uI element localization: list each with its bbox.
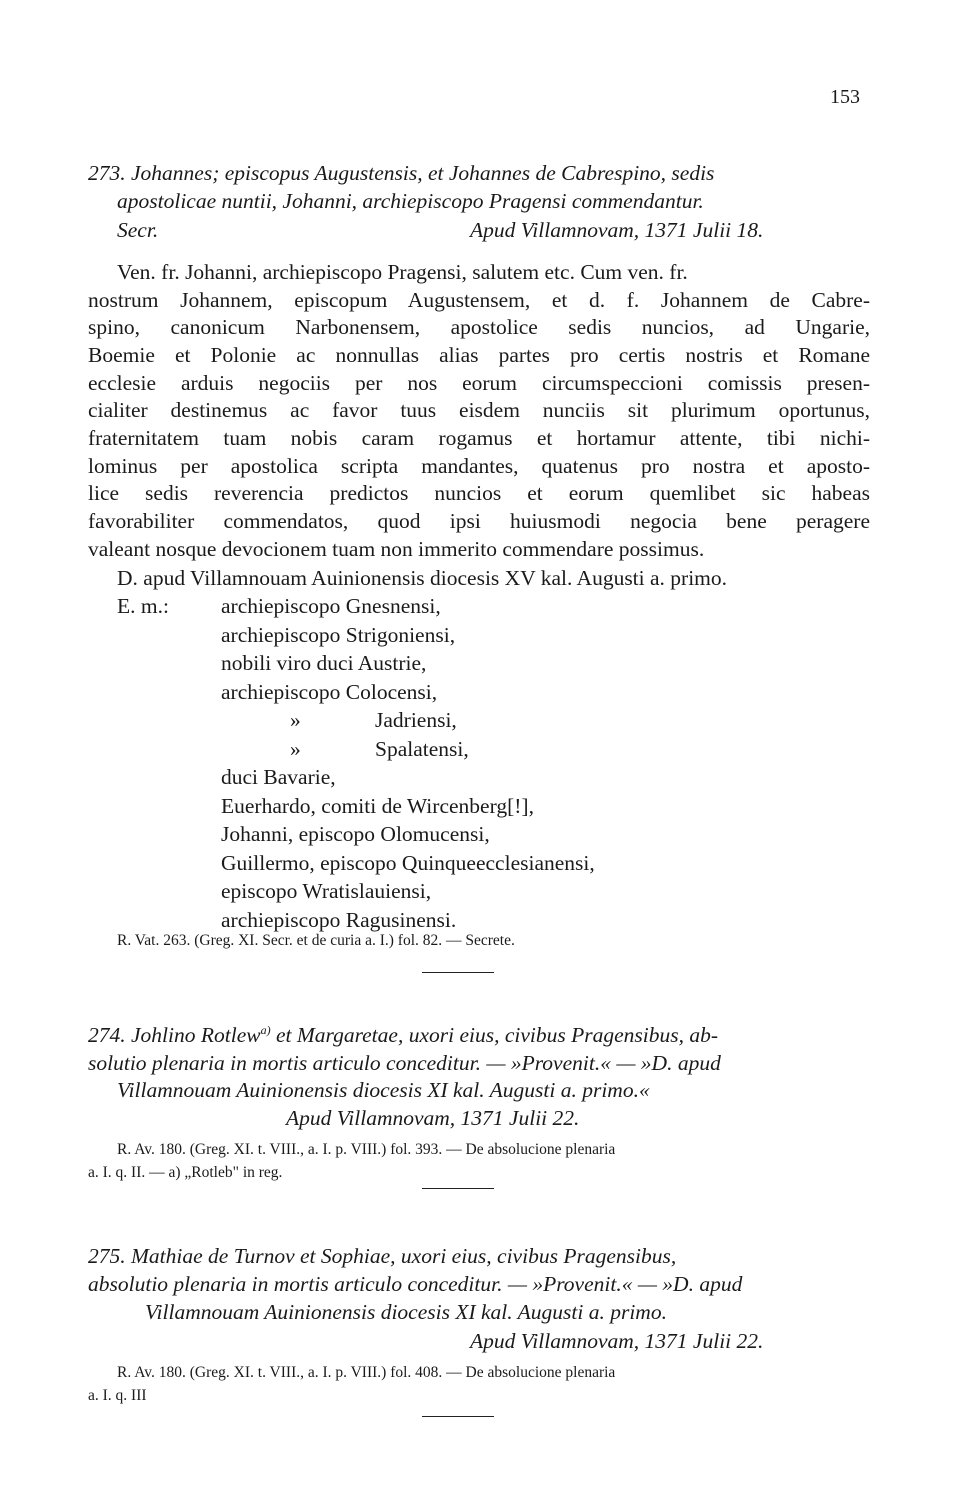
body-line: spino, canonicum Narbonensem, apostolice sedis nuncios, ad Ungarie,	[88, 315, 870, 339]
dating-line: D. apud Villamnouam Auinionensis diocesis XV kal. Augusti a. primo.	[117, 566, 728, 590]
entry-number: 275.	[88, 1244, 126, 1268]
entry-heading-line: absolutio plenaria in mortis articulo conceditur. — »Provenit.« — »D. apud	[88, 1272, 743, 1296]
divider	[422, 1188, 494, 1189]
ditto-mark: »	[290, 708, 301, 732]
body-line: Boemie et Polonie ac nonnullas alias partes pro certis nostris et Romane	[88, 343, 870, 367]
entry-heading-line: Villamnouam Auinionensis diocesis XI kal. Augusti a. primo.	[145, 1300, 667, 1324]
entry-heading-line: 274. Johlino Rotlew$^{a)}$ et Margaretae, uxori eius, civibus Pragensibus, ab-	[88, 1022, 719, 1047]
recipient: archiepiscopo Ragusinensi.	[221, 908, 457, 932]
source-note: R. Av. 180. (Greg. XI. t. VIII., a. I. p. VIII.) fol. 393. — De absolucione plenaria	[117, 1141, 616, 1158]
recipient: nobili viro duci Austrie,	[221, 651, 427, 675]
entry-date: Apud Villamnovam, 1371 Julii 22.	[470, 1329, 764, 1353]
body-line: nostrum Johannem, episcopum Augustensem, et d. f. Johannem de Cabre-	[88, 288, 870, 312]
entry-heading-line: apostolicae nuntii, Johanni, archiepiscopo Pragensi commendantur.	[117, 189, 704, 213]
divider	[422, 972, 494, 973]
entry-date: Apud Villamnovam, 1371 Julii 18.	[470, 218, 764, 242]
body-line: fraternitatem tuam nobis caram rogamus et hortamur attente, tibi nichi-	[88, 426, 870, 450]
entry-heading-line: 273. Johannes; episcopus Augustensis, et Johannes de Cabrespino, sedis	[88, 161, 715, 185]
body-line: valeant nosque devocionem tuam non immerito commendare possimus.	[88, 537, 705, 561]
source-note: R. Vat. 263. (Greg. XI. Secr. et de curia a. I.) fol. 82. — Secrete.	[117, 932, 515, 949]
recipient: duci Bavarie,	[221, 765, 336, 789]
recipient: Euerhardo, comiti de Wircenberg[!],	[221, 794, 534, 818]
body-line: lominus per apostolica scripta mandantes, quatenus pro nostra et aposto-	[88, 454, 870, 478]
body-line: lice sedis reverencia predictos nuncios et eorum quemlibet sic habeas	[88, 481, 870, 505]
entry-heading-line: Villamnouam Auinionensis diocesis XI kal. Augusti a. primo.«	[117, 1078, 650, 1102]
footnote-marker: a)	[260, 1022, 271, 1037]
source-note: a. I. q. III	[88, 1387, 147, 1404]
entry-heading-line: solutio plenaria in mortis articulo conceditur. — »Provenit.« — »D. apud	[88, 1051, 721, 1075]
body-line: favorabiliter commendatos, quod ipsi huiusmodi negocia bene peragere	[88, 509, 870, 533]
recipient: archiepiscopo Gnesnensi,	[221, 594, 441, 618]
divider	[422, 1416, 494, 1417]
recipient: Johanni, episcopo Olomucensi,	[221, 822, 490, 846]
body-line: ecclesie arduis negociis per nos eorum circumspeccioni comissis presen-	[88, 371, 870, 395]
recipient: Guillermo, episcopo Quinqueecclesianensi,	[221, 851, 595, 875]
body-line: Ven. fr. Johanni, archiepiscopo Pragensi, salutem etc. Cum ven. fr.	[117, 260, 688, 284]
entry-date: Apud Villamnovam, 1371 Julii 22.	[286, 1106, 580, 1130]
body-line: cialiter destinemus ac favor tuus eisdem nunciis sit plurimum oportunus,	[88, 398, 870, 422]
recipient: Spalatensi,	[375, 737, 469, 761]
ditto-mark: »	[290, 737, 301, 761]
entry-number: 273.	[88, 161, 126, 185]
source-note: R. Av. 180. (Greg. XI. t. VIII., a. I. p. VIII.) fol. 408. — De absolucione plenaria	[117, 1364, 616, 1381]
recipient: archiepiscopo Strigoniensi,	[221, 623, 456, 647]
page-number: 153	[830, 86, 860, 108]
em-label: E. m.:	[117, 594, 169, 618]
recipient: Jadriensi,	[375, 708, 457, 732]
entry-heading-line: 275. Mathiae de Turnov et Sophiae, uxori eius, civibus Pragensibus,	[88, 1244, 677, 1268]
recipient: archiepiscopo Colocensi,	[221, 680, 438, 704]
secr-label: Secr.	[117, 218, 159, 242]
source-note: a. I. q. II. — a) „Rotleb" in reg.	[88, 1164, 283, 1181]
recipient: episcopo Wratislauiensi,	[221, 879, 432, 903]
entry-number: 274.	[88, 1023, 126, 1047]
